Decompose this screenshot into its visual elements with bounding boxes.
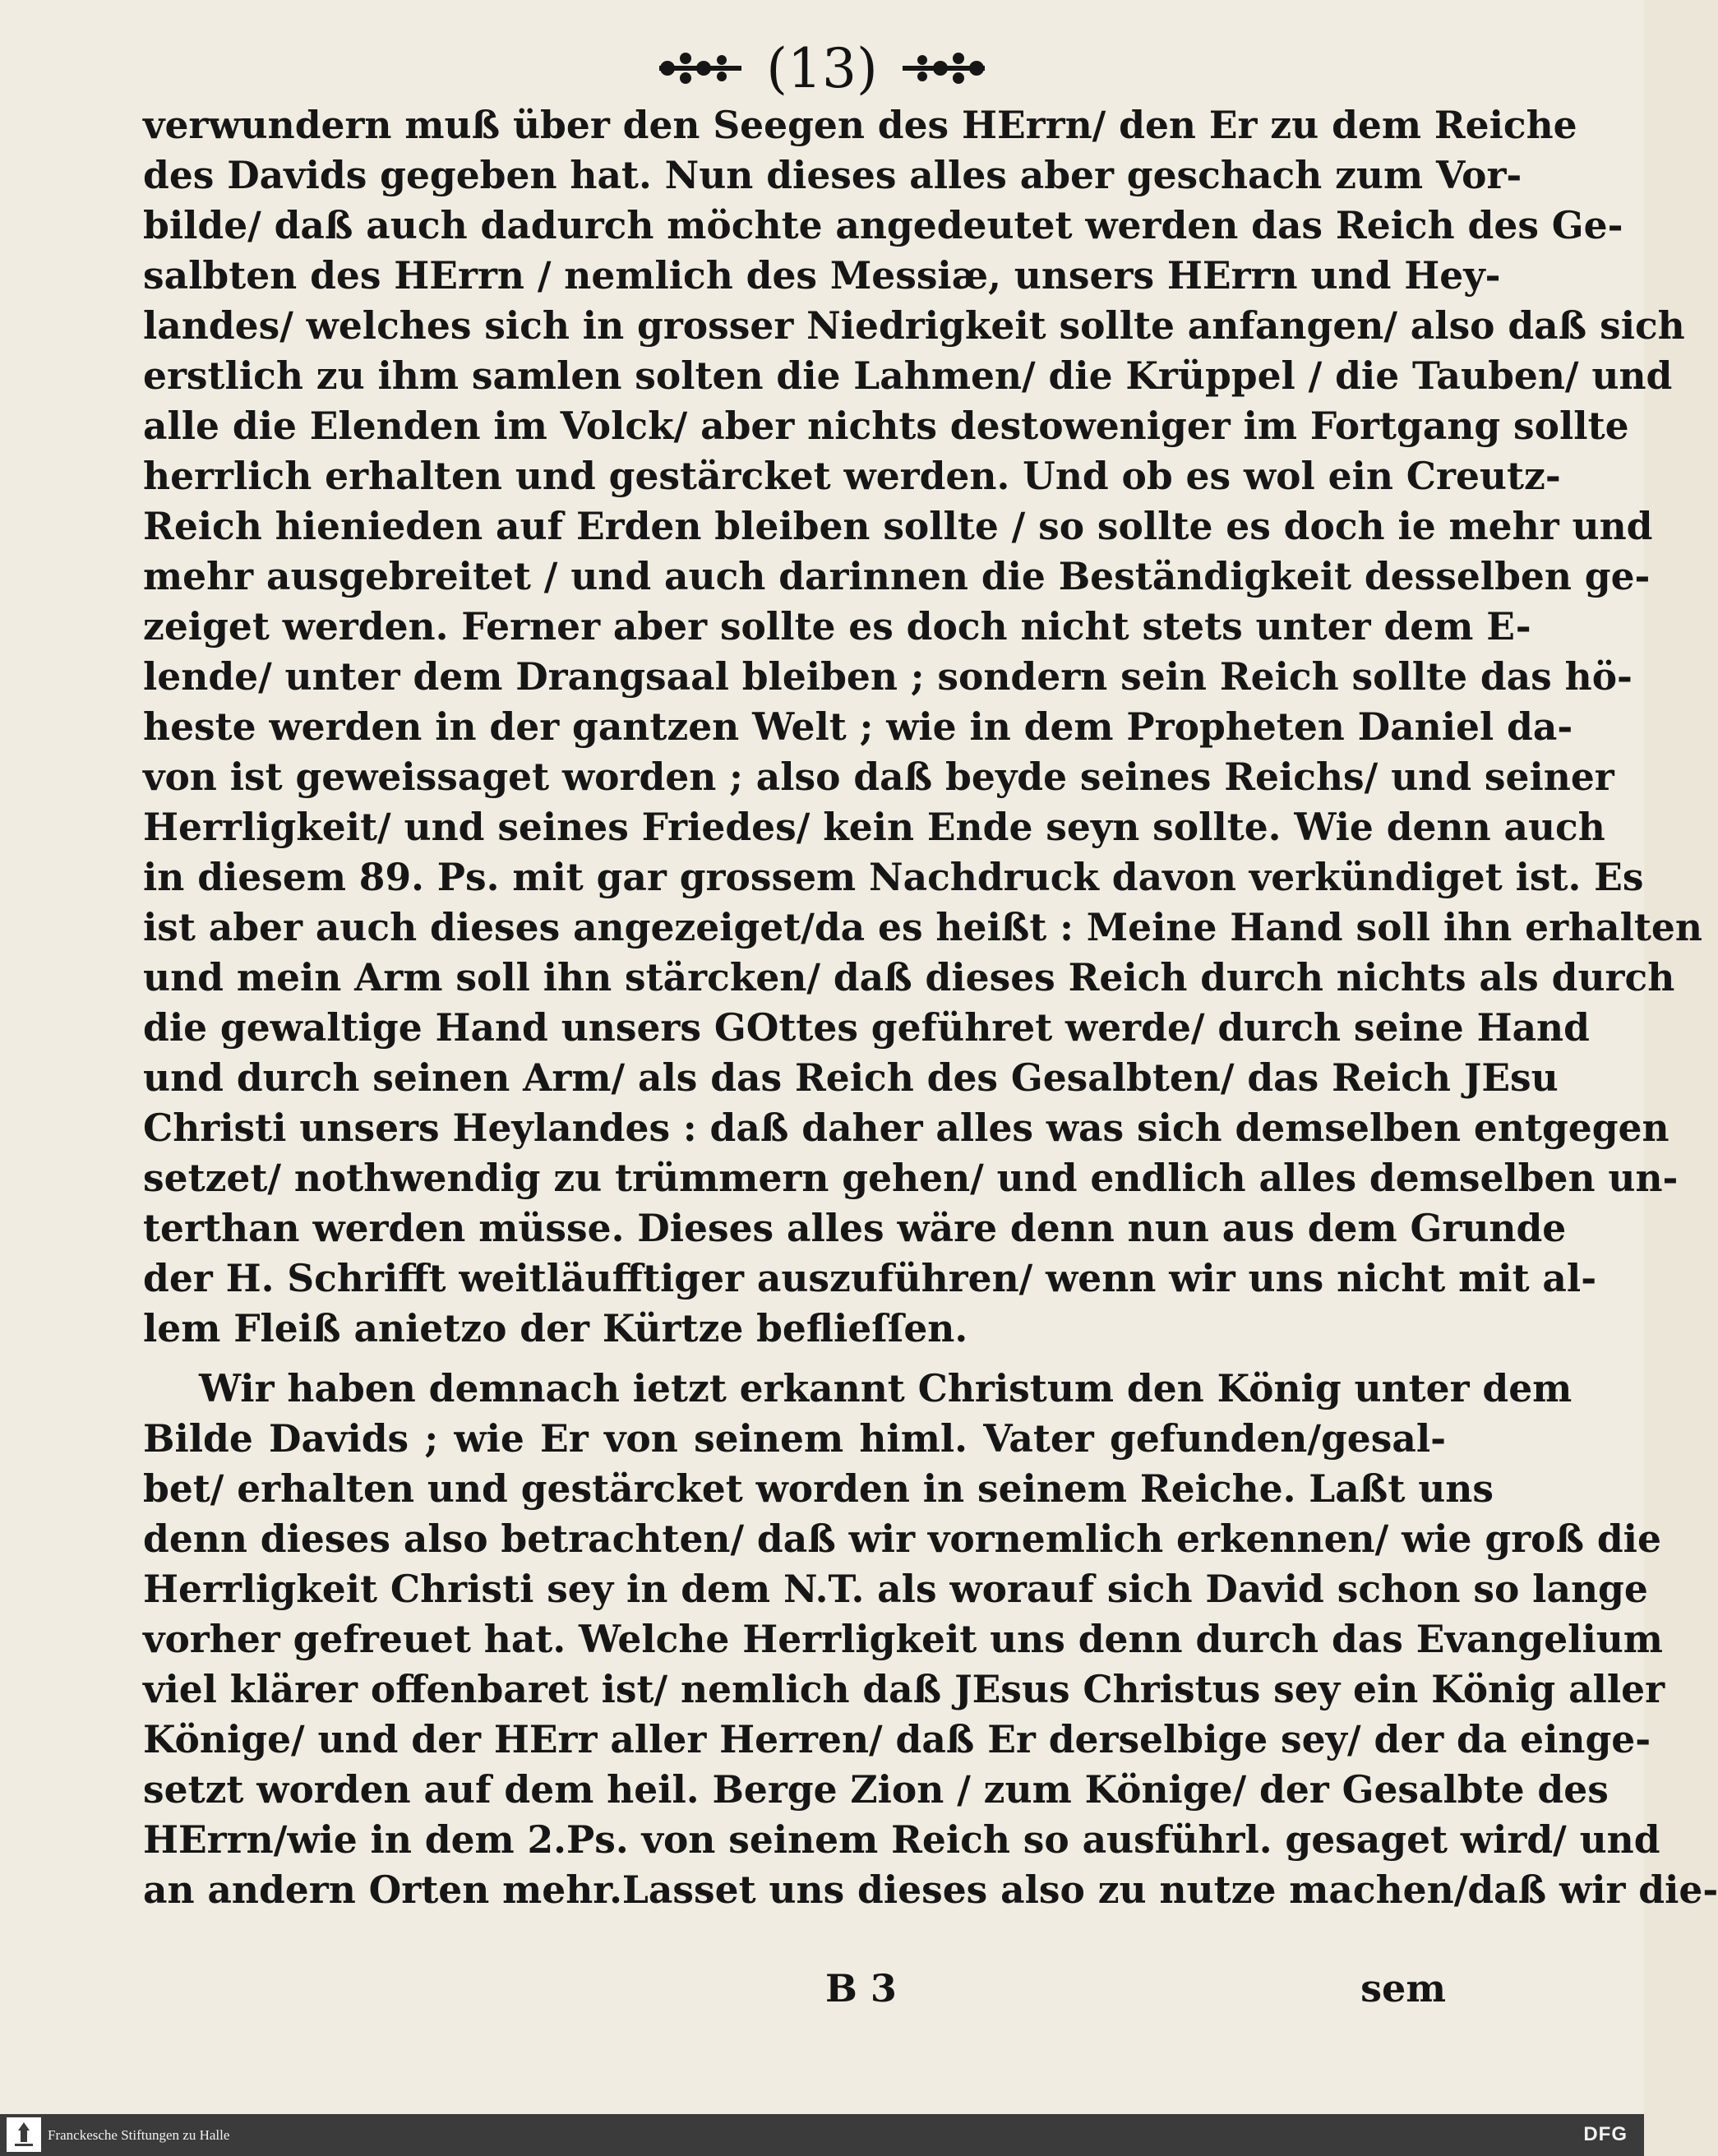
fleuron-left-icon <box>653 44 743 93</box>
signature-mark: B 3 <box>825 1966 897 2011</box>
text-line: mehr ausgebreitet / und auch darinnen die Beständigkeit desselben ge- <box>143 554 1651 598</box>
text-line: von ist geweissaget worden ; also daß beyde seines Reichs/ und seiner <box>143 755 1614 799</box>
text-line: an andern Orten mehr.Lasset uns dieses also zu nutze machen/daß wir die- <box>143 1867 1718 1912</box>
text-line: HErrn/wie in dem 2.Ps. von seinem Reich so ausführl. gesaget wird/ und <box>143 1817 1660 1862</box>
text-line: heste werden in der gantzen Welt ; wie in dem Propheten Daniel da- <box>143 704 1573 749</box>
text-line: lem Fleiß anietzo der Kürtze beflieſſen. <box>143 1306 968 1350</box>
text-line: viel klärer offenbaret ist/ nemlich daß JEsus Christus sey ein König aller <box>143 1667 1665 1711</box>
text-line: bilde/ daß auch dadurch möchte angedeutet werden das Reich des Ge- <box>143 203 1623 247</box>
paragraph-gap <box>143 1354 1446 1364</box>
text-line: vorher gefreuet hat. Welche Herrligkeit uns denn durch das Evangelium <box>143 1617 1663 1661</box>
institution-name[interactable]: Franckesche Stiftungen zu Halle <box>48 2127 230 2143</box>
text-line: Herrligkeit Christi sey in dem N.T. als worauf sich David schon so lange <box>143 1567 1648 1611</box>
text-line: salbten des HErrn / nemlich des Messiæ, unsers HErrn und Hey- <box>143 253 1501 298</box>
paragraph-1 <box>143 100 1702 1354</box>
text-line: setzt worden auf dem heil. Berge Zion / zum Könige/ der Gesalbte des <box>143 1767 1609 1812</box>
text-line: terthan werden müsse. Dieses alles wäre denn nun aus dem Grunde <box>143 1206 1567 1250</box>
text-line: Herrligkeit/ und seines Friedes/ kein Ende seyn sollte. Wie denn auch <box>143 805 1605 849</box>
text-line: alle die Elenden im Volck/ aber nichts destoweniger im Fortgang sollte <box>143 404 1629 448</box>
text-line: der H. Schrifft weitläufftiger auszuführen/ wenn wir uns nicht mit al- <box>143 1256 1597 1300</box>
catchword: sem <box>1360 1966 1446 2011</box>
paragraph-2 <box>143 1364 1718 1915</box>
text-line: setzet/ nothwendig zu trümmern gehen/ und endlich alles demselben un- <box>143 1156 1679 1200</box>
page-header <box>0 31 1644 105</box>
text-line: denn dieses also betrachten/ daß wir vornemlich erkennen/ wie groß die <box>143 1517 1661 1561</box>
fleuron-right-icon <box>901 44 991 93</box>
text-line: und durch seinen Arm/ als das Reich des Gesalbten/ das Reich JEsu <box>143 1055 1559 1100</box>
text-line: verwundern muß über den Seegen des HErrn/ den Er zu dem Reiche <box>143 103 1577 147</box>
dfg-logo[interactable]: DFG <box>1583 2123 1628 2145</box>
text-line: Bilde Davids ; wie Er von seinem himl. Vater gefunden/gesal- <box>143 1416 1446 1461</box>
text-line: Reich hienieden auf Erden bleiben sollte / so sollte es doch ie mehr und <box>143 504 1653 548</box>
text-line: lende/ unter dem Drangsaal bleiben ; sondern sein Reich sollte das hö- <box>143 654 1633 699</box>
text-line: landes/ welches sich in grosser Niedrigkeit sollte anfangen/ also daß sich <box>143 303 1685 348</box>
page-number: (13) <box>766 36 878 100</box>
text-line: in diesem 89. Ps. mit gar grossem Nachdruck davon verkündiget ist. Es <box>143 855 1644 899</box>
text-line: des Davids gegeben hat. Nun dieses alles aber geschach zum Vor- <box>143 153 1522 197</box>
body-text <box>143 100 1718 1915</box>
text-line: zeiget werden. Ferner aber sollte es doch nicht stets unter dem E- <box>143 604 1531 649</box>
text-line: herrlich erhalten und gestärcket werden. Und ob es wol ein Creutz- <box>143 454 1561 498</box>
text-line: Wir haben demnach ietzt erkannt Christum den König unter dem <box>199 1366 1573 1410</box>
text-line: erstlich zu ihm samlen solten die Lahmen/ die Krüppel / die Tauben/ und <box>143 353 1673 398</box>
text-line: und mein Arm soll ihn stärcken/ daß dieses Reich durch nichts als durch <box>143 955 1675 1000</box>
institution-logo-icon <box>7 2117 41 2152</box>
text-line: ist aber auch dieses angezeiget/da es heißt : Meine Hand soll ihn erhalten <box>143 905 1702 949</box>
text-line: bet/ erhalten und gestärcket worden in seinem Reiche. Laßt uns <box>143 1466 1494 1511</box>
text-line: die gewaltige Hand unsers GOttes geführet werde/ durch seine Hand <box>143 1005 1590 1050</box>
text-line: Christi unsers Heylandes : daß daher alles was sich demselben entgegen <box>143 1106 1670 1150</box>
page-footer <box>143 1966 1446 2024</box>
viewer-footer-bar <box>0 2114 1644 2156</box>
text-line: Könige/ und der HErr aller Herren/ daß Er derselbige sey/ der da einge- <box>143 1717 1651 1761</box>
